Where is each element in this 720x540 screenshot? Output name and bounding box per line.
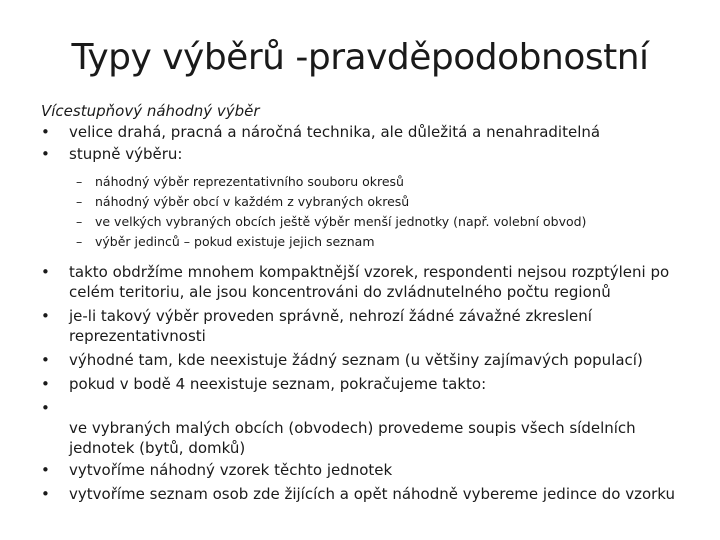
continuation-text: ve vybraných malých obcích (obvodech) provedeme soupis všech sídelních jednotek (bytů, domků): [69, 419, 636, 457]
bullet-marker: •: [41, 399, 50, 417]
bullet-marker: •: [41, 351, 50, 369]
dash-marker: –: [76, 234, 83, 249]
bullet-text: pokud v bodě 4 neexistuje seznam, pokračujeme takto:: [69, 375, 487, 393]
bullet-item: [41, 484, 701, 504]
sub-item-text: náhodný výběr obcí v každém z vybraných okresů: [95, 194, 410, 209]
sub-item-text: výběr jedinců – pokud existuje jejich seznam: [95, 234, 375, 249]
bullet-text: výhodné tam, kde neexistuje žádný seznam (u většiny zajímavých populací): [69, 351, 643, 369]
bullet-text: takto obdržíme mnohem kompaktnější vzorek, respondenti nejsou rozptýleni po celém teritoriu, ale jsou koncentrováni do zvládnutelného počtu regionů: [69, 263, 670, 301]
bullet-item: [41, 350, 701, 370]
sub-item: [41, 212, 701, 232]
bullet-marker: •: [41, 123, 50, 141]
bullet-text: je-li takový výběr proveden správně, nehrozí žádné závažné zkreslení reprezentativnosti: [69, 307, 592, 345]
bullet-text: vytvoříme náhodný vzorek těchto jednotek: [69, 461, 393, 479]
bullet-item: [41, 262, 701, 302]
sub-item-text: náhodný výběr reprezentativního souboru okresů: [95, 174, 404, 189]
dash-marker: –: [76, 214, 83, 229]
bullet-text: vytvoříme seznam osob zde žijících a opět náhodně vybereme jedince do vzorku: [69, 485, 676, 503]
bullet-marker: •: [41, 307, 50, 325]
dash-marker: –: [76, 194, 83, 209]
bullet-marker: •: [41, 461, 50, 479]
dash-marker: –: [76, 174, 83, 189]
empty-bullet-item: [41, 398, 701, 418]
bullet-item: [41, 122, 701, 142]
slide-title: Typy výběrů -pravděpodobnostní: [71, 37, 649, 78]
bullet-item: [41, 144, 701, 164]
bullet-marker: •: [41, 375, 50, 393]
sub-item-text: ve velkých vybraných obcích ještě výběr menší jednotky (např. volební obvod): [95, 214, 587, 229]
bullet-marker: •: [41, 485, 50, 503]
bullet-marker: •: [41, 263, 50, 281]
bullet-text: stupně výběru:: [69, 145, 183, 163]
bullet-text: velice drahá, pracná a náročná technika, ale důležitá a nenahraditelná: [69, 123, 601, 141]
sub-item: [41, 232, 701, 252]
bullet-item: [41, 460, 701, 480]
bullet-marker: •: [41, 145, 50, 163]
sub-item: [41, 172, 701, 192]
bullet-item: [41, 306, 701, 346]
slide-content: [41, 100, 701, 504]
bullet-item: [41, 374, 701, 394]
subheading: Vícestupňový náhodný výběr: [41, 102, 260, 120]
sub-list: [41, 172, 701, 252]
sub-item: [41, 192, 701, 212]
